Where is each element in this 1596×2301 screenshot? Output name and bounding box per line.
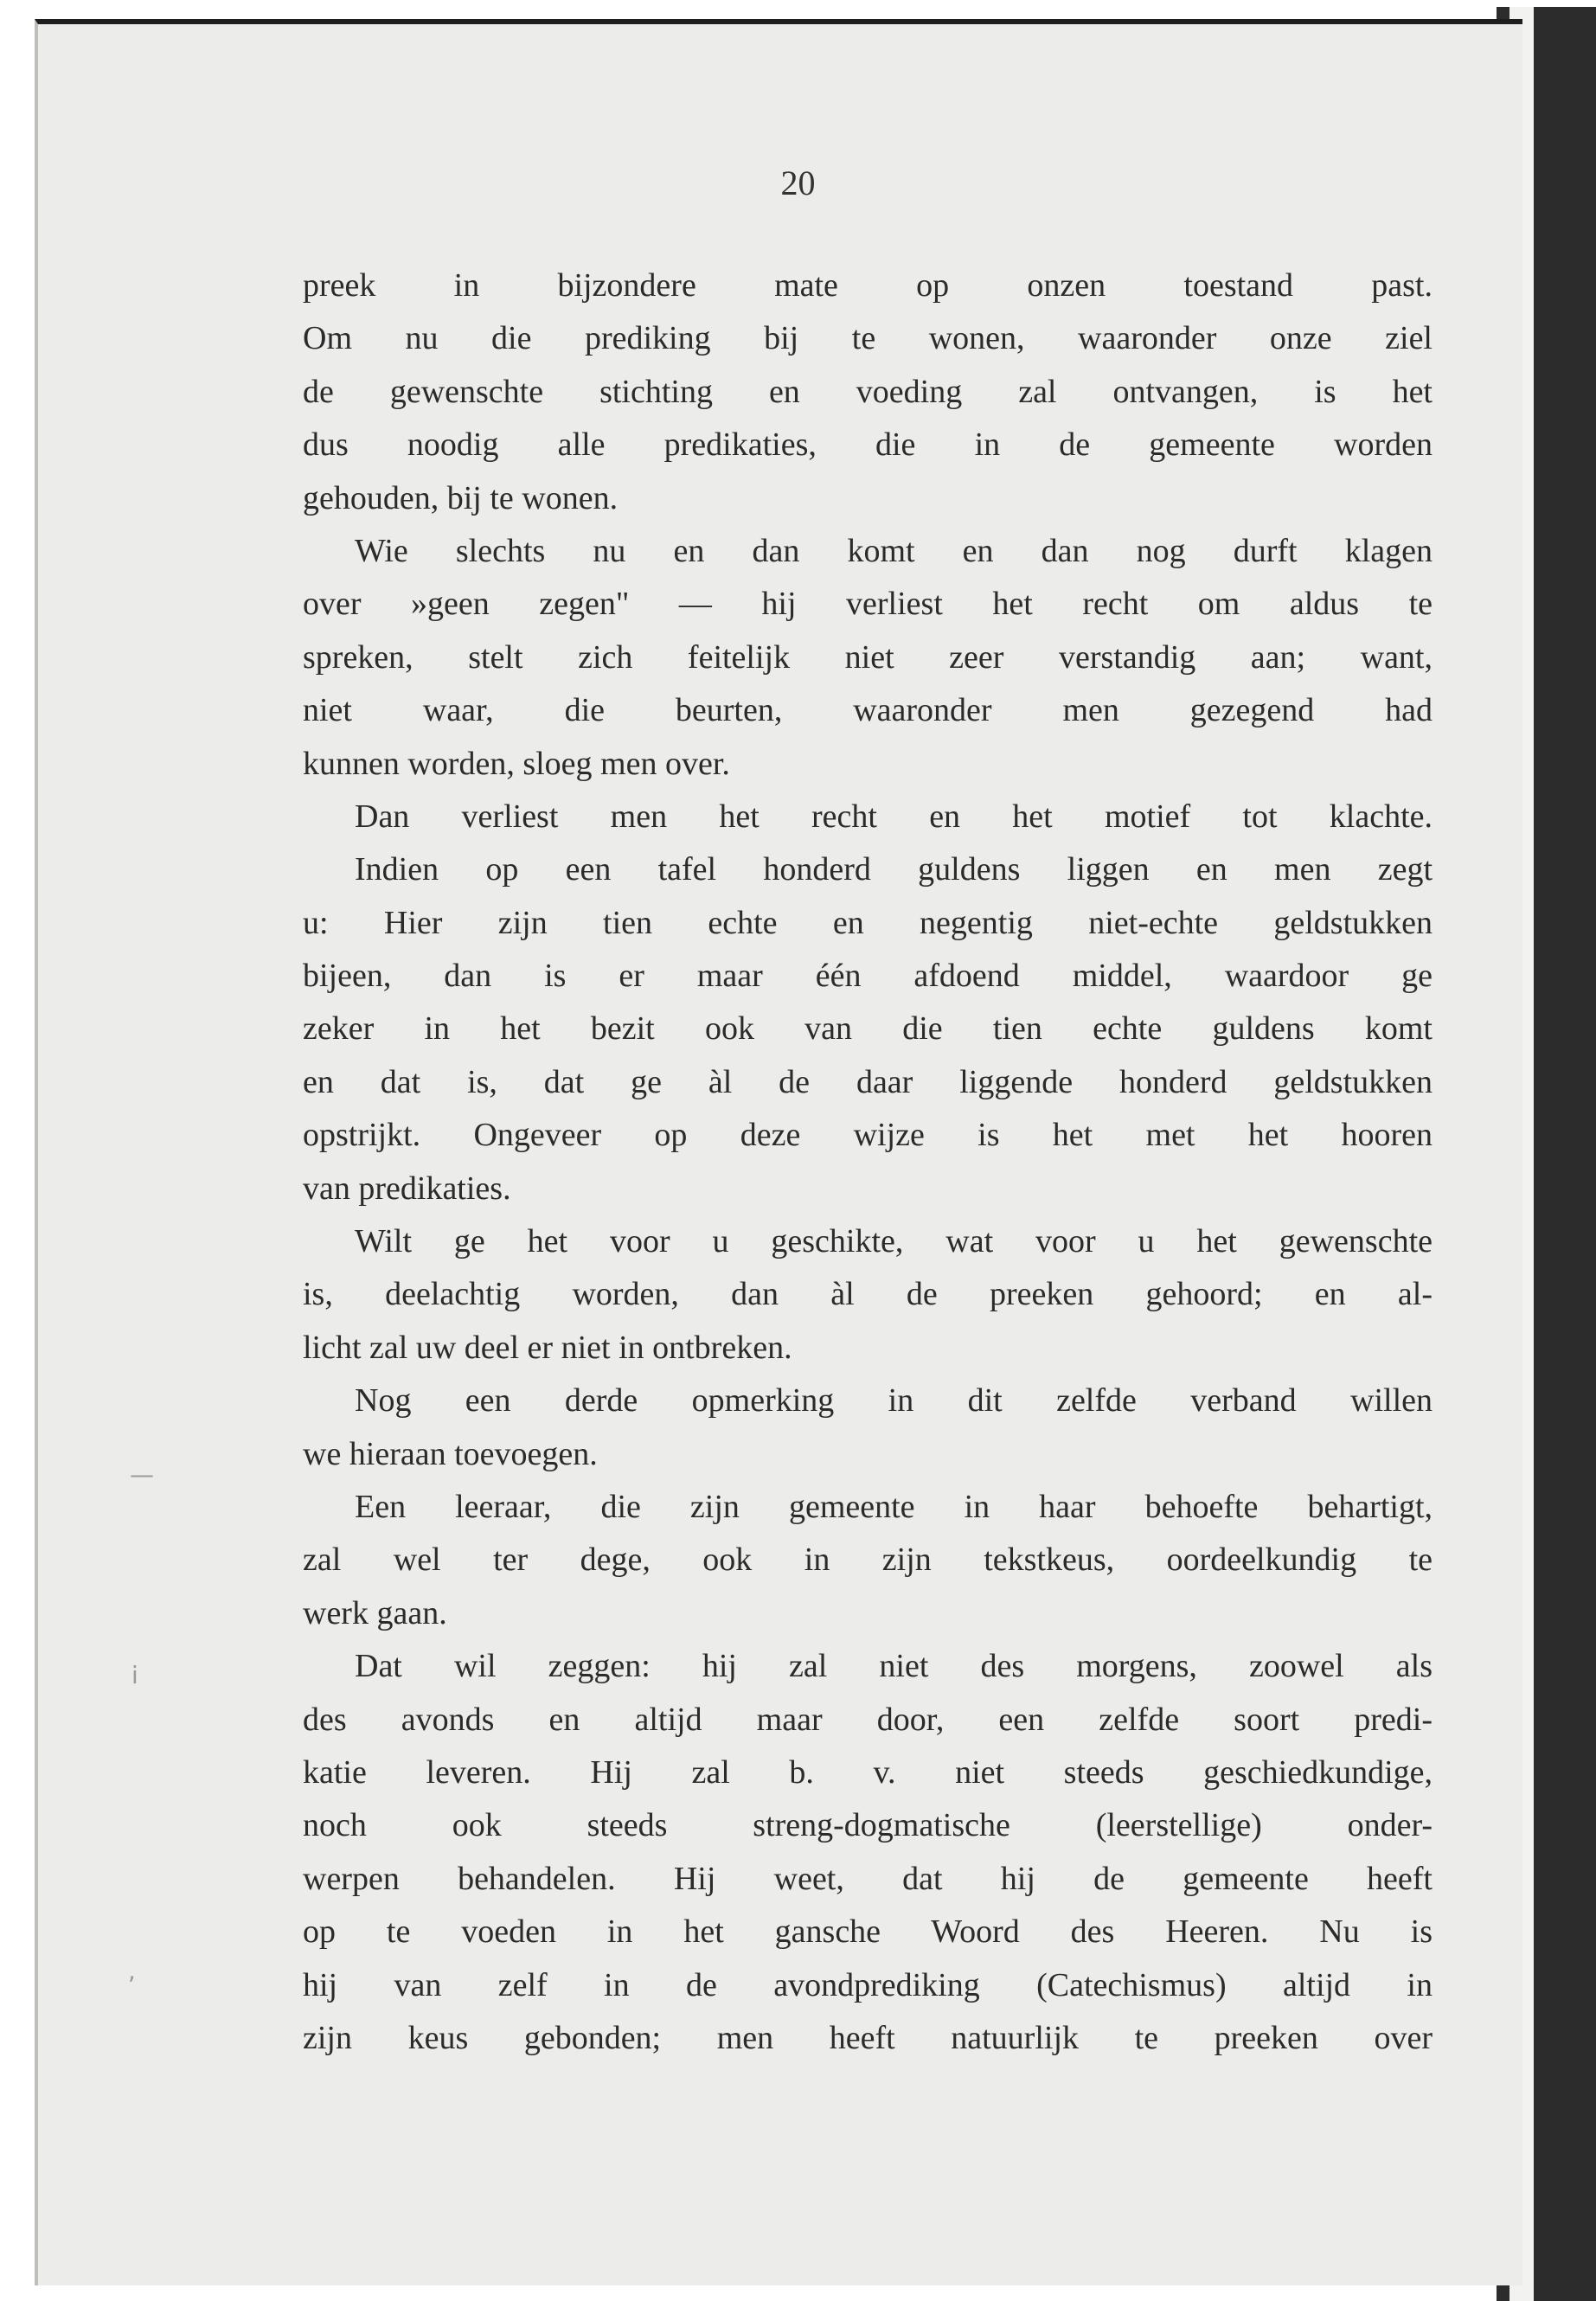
text-line: licht zal uw deel er niet in ontbreken. <box>303 1329 792 1366</box>
margin-mark: — <box>130 1460 154 1489</box>
text-line: Wie slechts nu en dan komt en dan nog durft klagen <box>355 532 1433 569</box>
text-line: van predikaties. <box>303 1170 511 1207</box>
text-line: zal wel ter dege, ook in zijn tekstkeus, oordeelkundig te <box>303 1541 1433 1579</box>
text-line: opstrijkt. Ongeveer op deze wijze is het met het hooren <box>303 1117 1433 1154</box>
text-line: Wilt ge het voor u geschikte, wat voor u het gewenschte <box>355 1223 1433 1260</box>
text-line: en dat is, dat ge àl de daar liggende honderd geldstukken <box>303 1063 1433 1100</box>
margin-mark: , <box>128 1957 136 1985</box>
text-line: werpen behandelen. Hij weet, dat hij de gemeente heeft <box>303 1860 1433 1897</box>
text-line: Dat wil zeggen: hij zal niet des morgens, zoowel als <box>355 1648 1433 1685</box>
text-line: Nog een derde opmerking in dit zelfde verband willen <box>355 1382 1433 1420</box>
text-line: kunnen worden, sloeg men over. <box>303 745 730 782</box>
text-line: u: Hier zijn tien echte en negentig niet-echte geldstukken <box>303 904 1433 941</box>
text-line: gehouden, bij te wonen. <box>303 479 619 516</box>
text-line: dus noodig alle predikaties, die in de gemeente worden <box>303 426 1433 464</box>
text-line: preek in bijzondere mate op onzen toestand past. <box>303 267 1433 304</box>
text-line: we hieraan toevoegen. <box>303 1435 598 1472</box>
text-line: Dan verliest men het recht en het motief tot klachte. <box>355 798 1433 835</box>
text-line: des avonds en altijd maar door, een zelfde soort predi- <box>303 1701 1433 1738</box>
text-line: zeker in het bezit ook van die tien echte guldens komt <box>303 1010 1433 1048</box>
text-line: katie leveren. Hij zal b. v. niet steeds geschiedkundige, <box>303 1753 1433 1791</box>
text-line: Om nu die prediking bij te wonen, waaronder onze ziel <box>303 320 1433 357</box>
text-line: de gewenschte stichting en voeding zal ontvangen, is het <box>303 373 1433 410</box>
text-line: werk gaan. <box>303 1594 447 1631</box>
text-line: spreken, stelt zich feitelijk niet zeer verstandig aan; want, <box>303 638 1433 676</box>
text-line: noch ook steeds streng-dogmatische (leerstellige) onder- <box>303 1807 1433 1844</box>
text-line: Een leeraar, die zijn gemeente in haar behoefte behartigt, <box>355 1488 1433 1525</box>
text-line: hij van zelf in de avondprediking (Catechismus) altijd in <box>303 1966 1433 2003</box>
margin-mark: i <box>131 1661 138 1689</box>
text-line: over »geen zegen" — hij verliest het recht om aldus te <box>303 586 1433 623</box>
text-line: is, deelachtig worden, dan àl de preeken gehoord; en al- <box>303 1276 1433 1313</box>
text-line: bijeen, dan is er maar één afdoend middel, waardoor ge <box>303 958 1433 995</box>
text-line: niet waar, die beurten, waaronder men gezegend had <box>303 692 1433 729</box>
text-line: zijn keus gebonden; men heeft natuurlijk te preeken over <box>303 2019 1433 2056</box>
text-line: op te voeden in het gansche Woord des Heeren. Nu is <box>303 1913 1433 1951</box>
page-number: 20 <box>780 163 816 202</box>
body-text <box>303 260 1433 2065</box>
text-line: Indien op een tafel honderd guldens liggen en men zegt <box>355 851 1433 888</box>
